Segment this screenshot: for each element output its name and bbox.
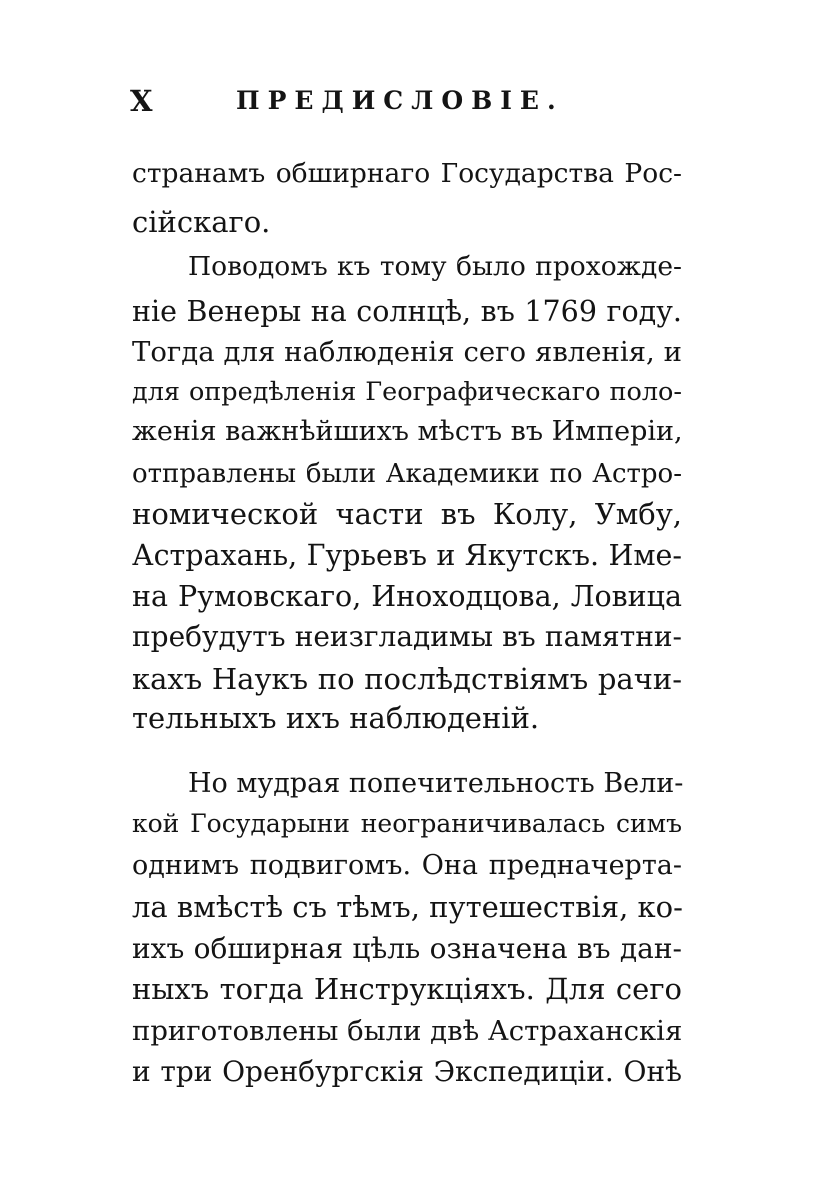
running-head [130, 84, 690, 124]
text-line: номической части въ Колу, Умбу, [132, 497, 682, 531]
text-line: на Румовскаго, Иноходцова, Ловица [132, 580, 682, 613]
text-line: приготовлены были двѣ Астраханскія [132, 1015, 683, 1047]
text-line: кой Государыни неограничивалась симъ [132, 809, 682, 838]
text-line: Поводомъ къ тому было прохожде- [188, 251, 682, 282]
text-line: Тогда для наблюденія сего явленія, и [132, 336, 682, 368]
text-line: кахъ Наукъ по послѣдствіямъ рачи- [132, 662, 682, 696]
text-line: странамъ обширнаго Государства Рос- [132, 158, 682, 189]
text-line: ніе Венеры на солнцѣ, въ 1769 году. [132, 295, 682, 328]
text-line: и три Оренбургскія Экспедиціи. Онѣ [132, 1055, 682, 1088]
text-line: однимъ подвигомъ. Она предначерта- [132, 850, 682, 881]
text-line: ныхъ тогда Инструкціяхъ. Для сего [132, 972, 682, 1006]
text-line: отправлены были Академики по Астро- [132, 459, 682, 489]
text-line: Но мудрая попечительность Вели- [188, 768, 684, 799]
text-line: пребудутъ неизгладимы въ памятни- [132, 620, 682, 653]
text-line: сійскаго. [132, 205, 271, 239]
text-line: тельныхъ ихъ наблюденій. [132, 701, 540, 735]
page-number: X [130, 84, 154, 118]
text-line: для опредѣленія Географическаго поло- [132, 377, 682, 407]
text-line: женія важнѣйшихъ мѣстъ въ Имперіи, [132, 416, 683, 447]
text-line: ла вмѣстѣ съ тѣмъ, путешествія, ко- [132, 890, 683, 924]
text-line: ихъ обширная цѣль означена въ дан- [132, 932, 682, 965]
running-title: ПРЕДИСЛОВІЕ. [236, 86, 564, 115]
text-line: Астрахань, Гурьевъ и Якутскъ. Име- [132, 539, 682, 572]
